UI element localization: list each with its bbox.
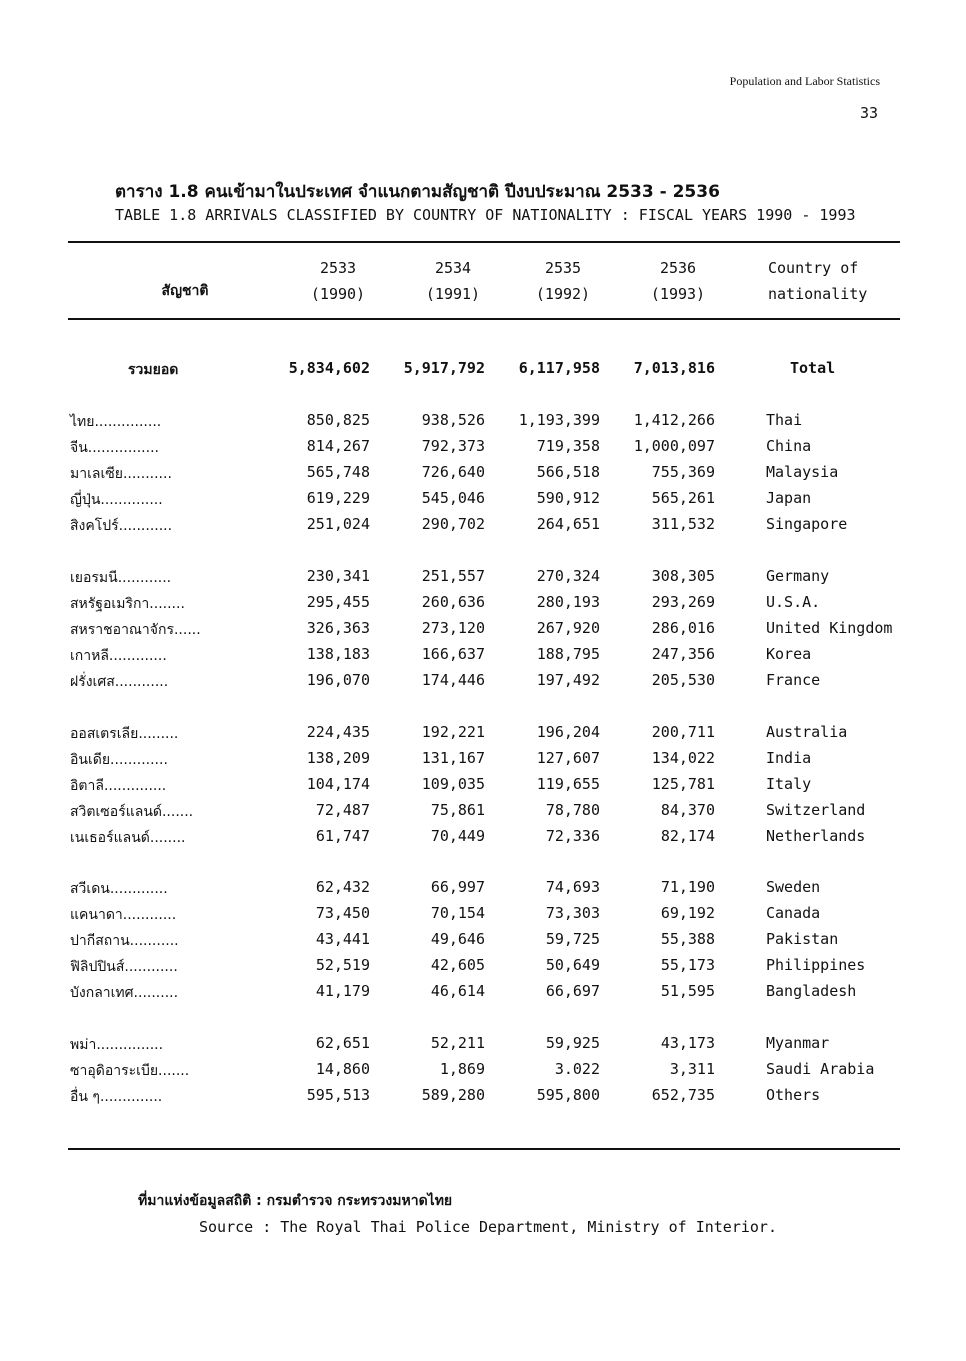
row-label-thai: สหรัฐอเมริกา........	[70, 596, 185, 612]
row-value-1993: 293,269	[651, 593, 715, 611]
year-header-en: (1991)	[425, 285, 481, 303]
year-header-en: (1993)	[650, 285, 706, 303]
row-value-1992: 1,193,399	[518, 411, 600, 429]
year-header-1992	[508, 255, 618, 307]
row-value-1990: 814,267	[306, 437, 370, 455]
row-value-1992: 188,795	[536, 645, 600, 663]
row-country: Sweden	[766, 878, 821, 896]
table-row	[0, 1060, 966, 1086]
table-row	[0, 749, 966, 775]
row-value-1992: 78,780	[545, 801, 600, 819]
total-label: รวมยอด	[128, 362, 179, 378]
table-row	[0, 411, 966, 437]
row-value-1992: 72,336	[545, 827, 600, 845]
row-value-1991: 545,046	[421, 489, 485, 507]
table-row	[0, 982, 966, 1008]
row-country: Switzerland	[766, 801, 866, 819]
country-header-line-1: Country of	[768, 259, 859, 277]
row-value-1992: 566,518	[536, 463, 600, 481]
row-value-1990: 326,363	[306, 619, 370, 637]
table-row	[0, 489, 966, 515]
year-header-1990	[283, 255, 393, 307]
row-country: Korea	[766, 645, 812, 663]
row-value-1992: 119,655	[536, 775, 600, 793]
year-header-th: 2535	[544, 259, 582, 277]
table-row	[0, 1034, 966, 1060]
row-value-1993: 51,595	[660, 982, 715, 1000]
row-country: India	[766, 749, 812, 767]
row-label-thai: ญี่ปุ่น..............	[70, 492, 163, 508]
running-head: Population and Labor Statistics	[729, 74, 880, 88]
table-row	[0, 878, 966, 904]
page-number: 33	[859, 104, 878, 122]
table-bottom-rule	[68, 1148, 900, 1150]
total-country: Total	[790, 359, 836, 377]
row-value-1991: 70,154	[430, 904, 485, 922]
row-country: Myanmar	[766, 1034, 830, 1052]
row-value-1993: 200,711	[651, 723, 715, 741]
row-label-thai: สิงคโปร์............	[70, 518, 173, 534]
row-country: Others	[766, 1086, 821, 1104]
row-label-thai: อื่น ๆ..............	[70, 1089, 163, 1105]
row-value-1990: 295,455	[306, 593, 370, 611]
row-value-1990: 62,432	[315, 878, 370, 896]
row-label-thai: แคนาดา............	[70, 907, 177, 923]
row-value-1991: 589,280	[421, 1086, 485, 1104]
year-header-th: 2533	[319, 259, 357, 277]
source-thai: ที่มาแห่งข้อมูลสถิติ : กรมตำรวจ กระทรวงมหาดไทย	[138, 1193, 453, 1209]
total-row	[0, 359, 966, 385]
row-country: Saudi Arabia	[766, 1060, 875, 1078]
row-value-1990: 72,487	[315, 801, 370, 819]
row-country: China	[766, 437, 812, 455]
country-header	[768, 255, 888, 307]
row-value-1991: 66,997	[430, 878, 485, 896]
row-value-1991: 42,605	[430, 956, 485, 974]
row-label-thai: สวิตเซอร์แลนด์.......	[70, 804, 194, 820]
table-row	[0, 723, 966, 749]
row-value-1993: 205,530	[651, 671, 715, 689]
row-value-1992: 50,649	[545, 956, 600, 974]
table-row	[0, 1086, 966, 1112]
row-country: Pakistan	[766, 930, 839, 948]
row-value-1992: 196,204	[536, 723, 600, 741]
country-header-line-2: nationality	[768, 285, 868, 303]
year-header-1991	[398, 255, 508, 307]
row-value-1992: 3.022	[554, 1060, 600, 1078]
row-country: Netherlands	[766, 827, 866, 845]
table-row	[0, 463, 966, 489]
row-country: Bangladesh	[766, 982, 857, 1000]
row-label-thai: มาเลเซีย...........	[70, 466, 172, 482]
row-country: Malaysia	[766, 463, 839, 481]
row-value-1993: 43,173	[660, 1034, 715, 1052]
table-header-rule	[68, 318, 900, 320]
row-value-1991: 938,526	[421, 411, 485, 429]
row-value-1990: 43,441	[315, 930, 370, 948]
row-label-thai: จีน................	[70, 440, 159, 456]
table-title-english: TABLE 1.8 ARRIVALS CLASSIFIED BY COUNTRY OF NATIONALITY : FISCAL YEARS 1990 - 1993	[115, 206, 856, 224]
table-row	[0, 437, 966, 463]
row-value-1990: 196,070	[306, 671, 370, 689]
row-label-thai: ฟิลิปปินส์............	[70, 959, 178, 975]
row-value-1990: 61,747	[315, 827, 370, 845]
row-value-1990: 104,174	[306, 775, 370, 793]
row-country: Philippines	[766, 956, 866, 974]
row-value-1991: 109,035	[421, 775, 485, 793]
row-label-thai: ไทย...............	[70, 414, 162, 430]
row-country: Japan	[766, 489, 812, 507]
row-value-1992: 264,651	[536, 515, 600, 533]
total-value-1993: 7,013,816	[633, 359, 715, 377]
row-label-thai: สหราชอาณาจักร......	[70, 622, 201, 638]
table-row	[0, 515, 966, 541]
row-value-1991: 290,702	[421, 515, 485, 533]
row-value-1991: 273,120	[421, 619, 485, 637]
row-value-1992: 197,492	[536, 671, 600, 689]
row-label-thai: ออสเตรเลีย.........	[70, 726, 179, 742]
row-label-thai: ฝรั่งเศส............	[70, 674, 169, 690]
table-top-rule	[68, 241, 900, 243]
row-label-thai: ซาอุดิอาระเบีย.......	[70, 1063, 190, 1079]
total-value-1992: 6,117,958	[518, 359, 600, 377]
table-row	[0, 645, 966, 671]
row-value-1990: 62,651	[315, 1034, 370, 1052]
row-value-1993: 69,192	[660, 904, 715, 922]
row-value-1991: 70,449	[430, 827, 485, 845]
row-value-1993: 125,781	[651, 775, 715, 793]
table-row	[0, 671, 966, 697]
row-value-1990: 850,825	[306, 411, 370, 429]
row-value-1993: 3,311	[669, 1060, 715, 1078]
row-label-thai: พม่า...............	[70, 1037, 164, 1053]
year-header-th: 2536	[659, 259, 697, 277]
nationality-header-thai: สัญชาติ	[161, 283, 209, 299]
row-value-1991: 166,637	[421, 645, 485, 663]
row-value-1993: 1,000,097	[633, 437, 715, 455]
row-label-thai: อินเดีย.............	[70, 752, 168, 768]
row-value-1990: 14,860	[315, 1060, 370, 1078]
row-value-1992: 270,324	[536, 567, 600, 585]
year-header-en: (1990)	[310, 285, 366, 303]
row-value-1992: 590,912	[536, 489, 600, 507]
row-value-1993: 652,735	[651, 1086, 715, 1104]
row-label-thai: เกาหลี.............	[70, 648, 167, 664]
row-value-1991: 174,446	[421, 671, 485, 689]
row-value-1990: 224,435	[306, 723, 370, 741]
row-value-1993: 286,016	[651, 619, 715, 637]
row-label-thai: บังกลาเทศ..........	[70, 985, 179, 1001]
row-value-1990: 619,229	[306, 489, 370, 507]
row-value-1992: 267,920	[536, 619, 600, 637]
row-value-1990: 230,341	[306, 567, 370, 585]
row-value-1990: 41,179	[315, 982, 370, 1000]
row-value-1992: 59,725	[545, 930, 600, 948]
table-row	[0, 775, 966, 801]
table-row	[0, 930, 966, 956]
row-value-1990: 251,024	[306, 515, 370, 533]
row-value-1990: 565,748	[306, 463, 370, 481]
row-value-1993: 311,532	[651, 515, 715, 533]
table-title-thai: ตาราง 1.8 คนเข้ามาในประเทศ จำแนกตามสัญชาติ ปีงบประมาณ 2533 - 2536	[115, 182, 720, 202]
row-value-1993: 55,173	[660, 956, 715, 974]
row-value-1992: 74,693	[545, 878, 600, 896]
row-value-1992: 595,800	[536, 1086, 600, 1104]
row-country: Italy	[766, 775, 812, 793]
row-value-1993: 134,022	[651, 749, 715, 767]
row-value-1991: 726,640	[421, 463, 485, 481]
table-row	[0, 956, 966, 982]
row-value-1992: 280,193	[536, 593, 600, 611]
row-value-1990: 138,183	[306, 645, 370, 663]
table-row	[0, 619, 966, 645]
row-country: Australia	[766, 723, 848, 741]
row-value-1993: 247,356	[651, 645, 715, 663]
row-country: Thai	[766, 411, 803, 429]
table-row	[0, 827, 966, 853]
table-row	[0, 904, 966, 930]
table-row	[0, 593, 966, 619]
row-value-1991: 52,211	[430, 1034, 485, 1052]
row-value-1993: 84,370	[660, 801, 715, 819]
row-value-1991: 46,614	[430, 982, 485, 1000]
row-value-1993: 55,388	[660, 930, 715, 948]
year-header-1993	[623, 255, 733, 307]
row-country: Singapore	[766, 515, 848, 533]
row-value-1991: 251,557	[421, 567, 485, 585]
row-value-1992: 66,697	[545, 982, 600, 1000]
row-country: United Kingdom	[766, 619, 893, 637]
table-row	[0, 801, 966, 827]
row-value-1991: 75,861	[430, 801, 485, 819]
row-value-1991: 792,373	[421, 437, 485, 455]
row-label-thai: เยอรมนี............	[70, 570, 172, 586]
row-country: Canada	[766, 904, 821, 922]
row-value-1992: 127,607	[536, 749, 600, 767]
row-label-thai: อิตาลี..............	[70, 778, 167, 794]
row-value-1991: 49,646	[430, 930, 485, 948]
row-label-thai: เนเธอร์แลนด์........	[70, 830, 186, 846]
row-country: France	[766, 671, 821, 689]
source-english: Source : The Royal Thai Police Department, Ministry of Interior.	[199, 1218, 777, 1236]
row-value-1993: 82,174	[660, 827, 715, 845]
row-value-1992: 719,358	[536, 437, 600, 455]
table-row	[0, 567, 966, 593]
total-value-1990: 5,834,602	[288, 359, 370, 377]
year-header-en: (1992)	[535, 285, 591, 303]
row-value-1993: 565,261	[651, 489, 715, 507]
row-label-thai: สวีเดน.............	[70, 881, 168, 897]
row-value-1992: 73,303	[545, 904, 600, 922]
year-header-th: 2534	[434, 259, 472, 277]
row-value-1991: 260,636	[421, 593, 485, 611]
row-value-1990: 595,513	[306, 1086, 370, 1104]
row-value-1993: 71,190	[660, 878, 715, 896]
row-country: U.S.A.	[766, 593, 821, 611]
row-value-1993: 308,305	[651, 567, 715, 585]
row-label-thai: ปากีสถาน...........	[70, 933, 179, 949]
total-value-1991: 5,917,792	[403, 359, 485, 377]
row-value-1991: 192,221	[421, 723, 485, 741]
row-value-1993: 1,412,266	[633, 411, 715, 429]
row-value-1990: 52,519	[315, 956, 370, 974]
row-country: Germany	[766, 567, 830, 585]
row-value-1991: 1,869	[439, 1060, 485, 1078]
row-value-1990: 138,209	[306, 749, 370, 767]
row-value-1993: 755,369	[651, 463, 715, 481]
row-value-1991: 131,167	[421, 749, 485, 767]
row-value-1992: 59,925	[545, 1034, 600, 1052]
row-value-1990: 73,450	[315, 904, 370, 922]
